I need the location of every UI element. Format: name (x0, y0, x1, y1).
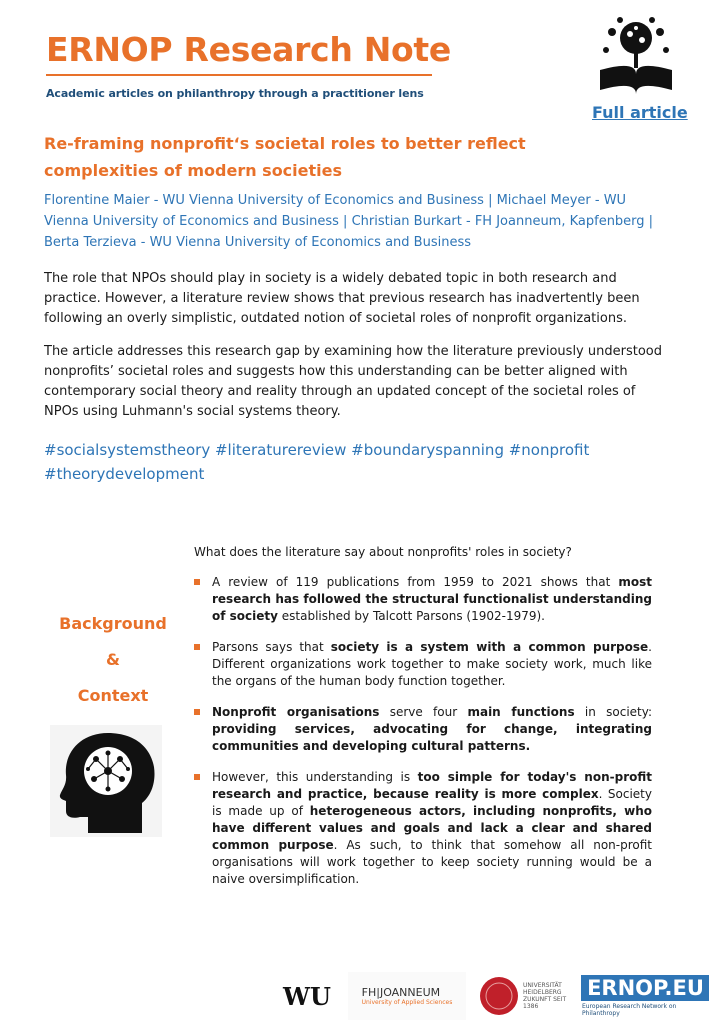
fh-joanneum-logo[interactable]: FH|JOANNEUM University of Applied Sciences (348, 972, 466, 1020)
book-tree-icon (590, 14, 682, 98)
section-label-line2: & (106, 650, 120, 669)
list-item: Nonprofit organisations serve four main functions in society: providing services, advocating for change, integrating communities and developing cultural patterns. (194, 704, 652, 755)
ernop-logo[interactable]: ERNOP.EU European Research Network on Philanthropy (582, 972, 709, 1020)
wu-logo[interactable]: WU (283, 981, 331, 1011)
list-item: However, this understanding is too simple for today's non-profit research and practice, because reality is more complex. Society is made up of heterogeneous actors, including nonprofits, who have different values and goals and lack a clear and shared common purpose. As such, to think that somehow all non-profit organisations will work together to keep society running would be a naive oversimplification. (194, 769, 652, 888)
section-label-line1: Background (59, 614, 167, 633)
bullet-square-icon (194, 644, 200, 650)
section-question: What does the literature say about nonprofits' roles in society? (194, 545, 572, 559)
page-subtitle: Academic articles on philanthropy through a practitioner lens (46, 87, 424, 100)
findings-list (194, 574, 652, 902)
list-item: A review of 119 publications from 1959 to 2021 shows that most research has followed the structural functionalist understanding of society established by Talcott Parsons (1902-1979). (194, 574, 652, 625)
list-item: Parsons says that society is a system with a common purpose. Different organizations work together to make society work, much like the organs of the human body function together. (194, 639, 652, 690)
section-label-line3: Context (77, 686, 149, 705)
section-label (58, 606, 168, 714)
bullet-square-icon (194, 709, 200, 715)
bullet-square-icon (194, 579, 200, 585)
bullet-square-icon (194, 774, 200, 780)
intro-paragraph: The role that NPOs should play in society is a widely debated topic in both research and practice. However, a literature review shows that previous research has inadvertently been following an overly simplistic, outdated notion of societal roles of nonprofit organizations. (44, 271, 640, 326)
gap-paragraph: The article addresses this research gap by examining how the literature previously understood nonprofits’ societal roles and suggests how this understanding can be better aligned with contemporary social theory and reality through an updated concept of the societal roles of NPOs using Luhmann's social systems theory. (44, 344, 662, 419)
heidelberg-logo[interactable]: UNIVERSITÄT HEIDELBERG ZUKUNFT SEIT 1386 (474, 972, 580, 1020)
hashtags: #socialsystemstheory #literaturereview #boundaryspanning #nonprofit #theorydevelopment (44, 441, 590, 483)
page-title: ERNOP Research Note (46, 30, 451, 69)
authors: Florentine Maier - WU Vienna University of Economics and Business | Michael Meyer - WU Vienna University of Economics and Business | Christian Burkart - FH Joanneum, Kapfenberg | Berta Terzieva - WU Vienna University of Economics and Business (44, 193, 654, 250)
full-article-link[interactable]: Full article (592, 103, 688, 122)
title-underline (46, 74, 432, 76)
head-network-icon (50, 725, 162, 837)
heidelberg-seal-icon (479, 976, 519, 1016)
article-title: Re-framing nonprofit‘s societal roles to better reflect complexities of modern societies (44, 134, 526, 180)
